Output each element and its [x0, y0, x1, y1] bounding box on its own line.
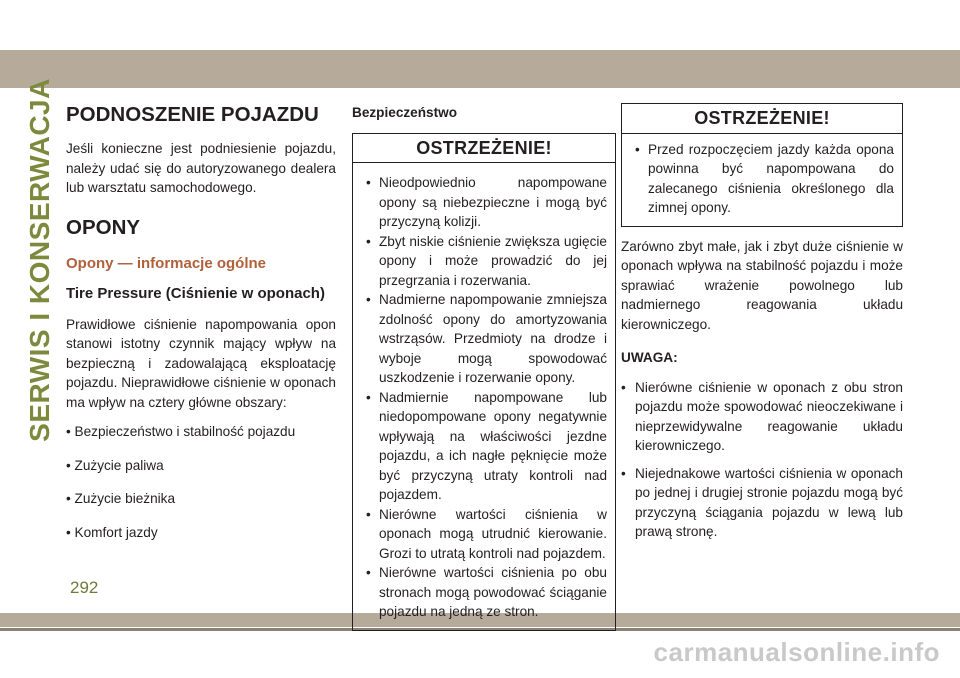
- section-title-tires: OPONY: [66, 215, 141, 239]
- list-item: • Bezpieczeństwo i stabilność pojazdu: [66, 424, 296, 439]
- lifting-paragraph: Jeśli konieczne jest podniesienie pojazdu, należy udać się do autoryzowanego dealera lub warsztatu samochodowego.: [66, 141, 336, 195]
- tire-pressure-heading: Tire Pressure (Ciśnienie w oponach): [66, 284, 325, 302]
- warning-item: • Przed rozpoczęciem jazdy każda opona powinna być napompowana do zalecanego ciśnienia określonego dla zimnej opony.: [630, 140, 894, 218]
- tire-pressure-paragraph: Prawidłowe ciśnienie napompowania opon stanowi istotny czynnik mający wpływ na bezpieczną i zadowalającą eksploatację pojazdu. Nieprawidłowe ciśnienie w oponach ma wpływ na cztery główne obszary:: [66, 316, 336, 410]
- warning-item: • Zbyt niskie ciśnienie zwiększa ugięcie opony i może prowadzić do jej przegrzania i rozerwania.: [361, 232, 607, 291]
- warning-title: OSTRZEŻENIE!: [622, 104, 902, 134]
- warning-item: • Nieodpowiednio napompowane opony są niebezpieczne i mogą być przyczyną kolizji.: [361, 173, 607, 232]
- section-title-lifting: PODNOSZENIE POJAZDU: [66, 103, 319, 126]
- warning-item: • Nierówne wartości ciśnienia w oponach mogą utrudnić kierowanie. Grozi to utratą kontroli nad pojazdem.: [361, 505, 607, 564]
- column-3: [621, 103, 903, 550]
- note-heading: UWAGA:: [621, 350, 678, 365]
- safety-heading: Bezpieczeństwo: [352, 105, 457, 120]
- chapter-side-tab: [24, 78, 56, 442]
- column-2: [352, 103, 616, 631]
- subsection-title: Opony — informacje ogólne: [66, 254, 267, 272]
- watermark: carmanualsonline.info: [653, 637, 940, 667]
- warning-item: • Nierówne wartości ciśnienia po obu stronach mogą powodować ściąganie pojazdu na jedną ze stron.: [361, 563, 607, 622]
- header-band: [0, 50, 960, 88]
- warning-title: OSTRZEŻENIE!: [353, 134, 615, 164]
- chapter-title: SERWIS I KONSERWACJA: [24, 78, 56, 442]
- pressure-effect-paragraph: Zarówno zbyt małe, jak i zbyt duże ciśnienie w oponach wpływa na stabilność pojazdu i może sprawiać wrażenie powolnego lub nadmiernego reagowania układu kierowniczego.: [621, 238, 903, 332]
- column-1: [66, 103, 336, 546]
- page-number: 292: [70, 578, 99, 597]
- top-margin: [0, 0, 960, 48]
- note-item: • Nierówne ciśnienie w oponach z obu stron pojazdu może spowodować nieoczekiwane i nieprzewidywalne reagowanie układu kierowniczego.: [621, 378, 903, 456]
- list-item: • Komfort jazdy: [66, 524, 158, 540]
- list-item: • Zużycie bieżnika: [66, 491, 176, 506]
- warning-item: • Nadmierne napompowanie zmniejsza zdolność opony do amortyzowania wstrząsów. Przedmioty na drodze i wyboje mogą spowodować uszkodzenie i rozerwanie opony.: [361, 290, 607, 388]
- warning-box: [352, 133, 616, 631]
- note-item: • Niejednakowe wartości ciśnienia w oponach po jednej i drugiej stronie pojazdu mogą być przyczyną ściągania pojazdu w lewą lub prawą stronę.: [621, 464, 903, 542]
- warning-box: [621, 103, 903, 227]
- list-item: • Zużycie paliwa: [66, 457, 164, 473]
- warning-item: • Nadmiernie napompowane lub niedopompowane opony negatywnie wpływają na właściwości jezdne pojazdu, a ich nagłe pęknięcie może być przyczyną utraty kontroli nad pojazdem.: [361, 388, 607, 505]
